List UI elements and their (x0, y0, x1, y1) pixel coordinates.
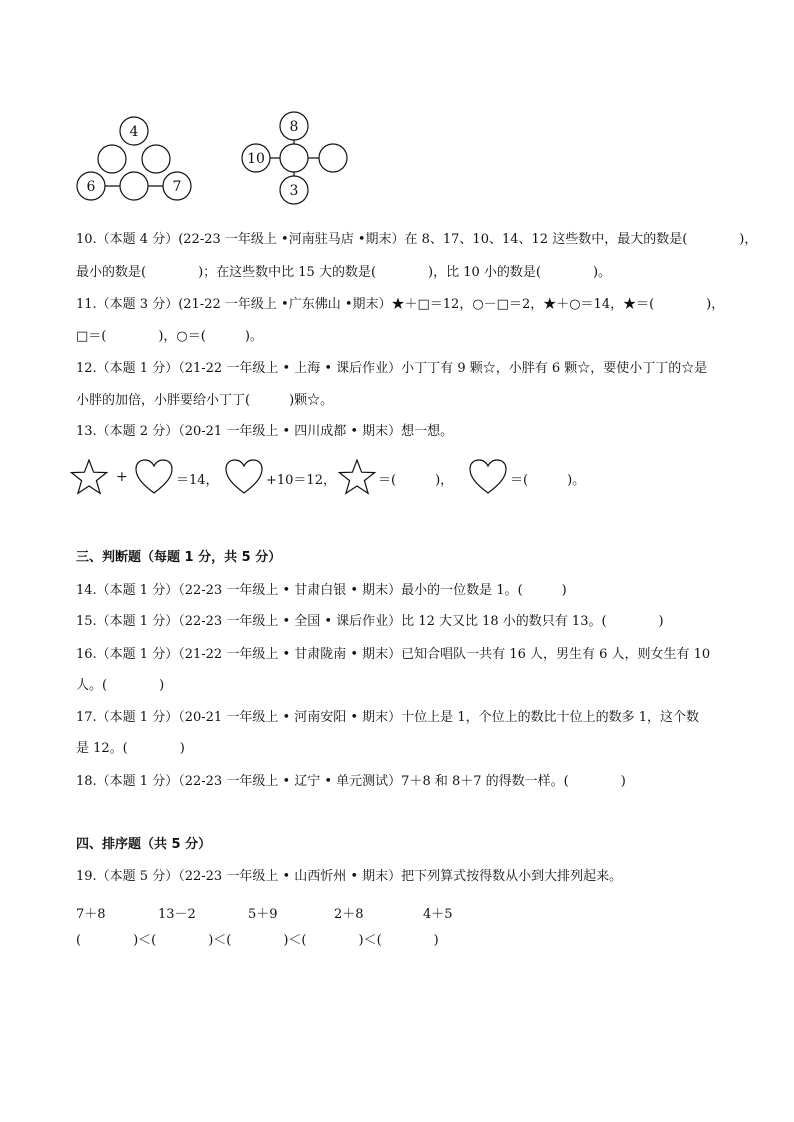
question-18: 18.（本题 1 分）（22-23 一年级上 • 辽宁 • 单元测试）7＋8 和 8＋7 的得数一样。( ) (76, 774, 626, 789)
expression-2: 13－2 (158, 907, 196, 922)
star-icon (338, 459, 376, 495)
question-14: 14.（本题 1 分）（22-23 一年级上 • 甘肃白银 • 期末）最小的一位数是 1。( ) (76, 583, 567, 598)
question-19: 19.（本题 5 分）（22-23 一年级上 • 山西忻州 • 期末）把下列算式按得数从小到大排列起来。 (76, 869, 623, 884)
question-13-equation-row (70, 455, 630, 501)
section-4-heading: 四、排序题（共 5 分） (76, 837, 212, 852)
question-17-line-2: 是 12。( ) (76, 741, 185, 756)
question-17-line-1: 17.（本题 1 分）（20-21 一年级上 • 河南安阳 • 期末）十位上是 1，个位上的数比十位上的数多 1，这个数 (76, 710, 699, 725)
circle-mid-left (98, 145, 126, 173)
heart-icon (224, 458, 264, 496)
circle-cross-center (280, 144, 308, 172)
question-16-line-1: 16.（本题 1 分）（21-22 一年级上 • 甘肃陇南 • 期末）已知合唱队一共有 16 人，男生有 6 人，则女生有 10 (76, 647, 711, 662)
equation-1-rest: ＝14， (176, 473, 219, 488)
question-12-line-2: 小胖的加倍，小胖要给小丁丁( )颗☆。 (76, 393, 334, 408)
question-16-line-2: 人。( ) (76, 678, 165, 693)
cross-top-number: 8 (289, 119, 299, 135)
circle-mid-right (142, 145, 170, 173)
triangle-circle-diagram (70, 112, 200, 204)
heart-icon (468, 458, 508, 496)
expression-4: 2＋8 (334, 907, 364, 922)
plus-sign: + (116, 469, 128, 485)
triangle-top-number: 4 (129, 124, 139, 140)
expression-1: 7＋8 (76, 907, 106, 922)
question-11-line-2: □＝( )，○＝( )。 (76, 329, 263, 344)
circle-cross-right (319, 144, 347, 172)
triangle-right-number: 7 (172, 179, 182, 195)
star-icon (70, 459, 108, 495)
cross-bottom-number: 3 (289, 183, 299, 199)
star-answer: ＝( )， (378, 473, 454, 488)
expression-3: 5＋9 (248, 907, 278, 922)
expression-5: 4＋5 (423, 907, 453, 922)
question-10-line-1: 10.（本题 4 分）(22-23 一年级上 •河南驻马店 •期末）在 8、17、10、14、12 这些数中，最大的数是( )， (76, 232, 758, 247)
heart-icon (134, 458, 174, 496)
equation-2-rest: +10＝12， (266, 473, 336, 488)
cross-circle-diagram (238, 110, 353, 206)
heart-answer: ＝( )。 (510, 473, 586, 488)
question-10-line-2: 最小的数是( )；在这些数中比 15 大的数是( )，比 10 小的数是( )。 (76, 265, 612, 280)
ordering-answer-line: ( )＜( )＜( )＜( )＜( ) (76, 933, 439, 948)
cross-left-number: 10 (247, 151, 265, 167)
question-13-line-1: 13.（本题 2 分）（20-21 一年级上 • 四川成都 • 期末）想一想。 (76, 424, 454, 439)
circle-bottom-mid (120, 172, 148, 200)
section-3-heading: 三、判断题（每题 1 分，共 5 分） (76, 550, 282, 565)
question-15: 15.（本题 1 分）（22-23 一年级上 • 全国 • 课后作业）比 12 大又比 18 小的数只有 13。( ) (76, 614, 664, 629)
question-12-line-1: 12.（本题 1 分）（21-22 一年级上 • 上海 • 课后作业）小丁丁有 9 颗☆，小胖有 6 颗☆，要使小丁丁的☆是 (76, 361, 708, 376)
question-11-line-1: 11.（本题 3 分）(21-22 一年级上 •广东佛山 •期末）★＋□＝12，○－□＝2，★＋○＝14，★＝( )， (76, 297, 725, 312)
triangle-left-number: 6 (86, 179, 96, 195)
